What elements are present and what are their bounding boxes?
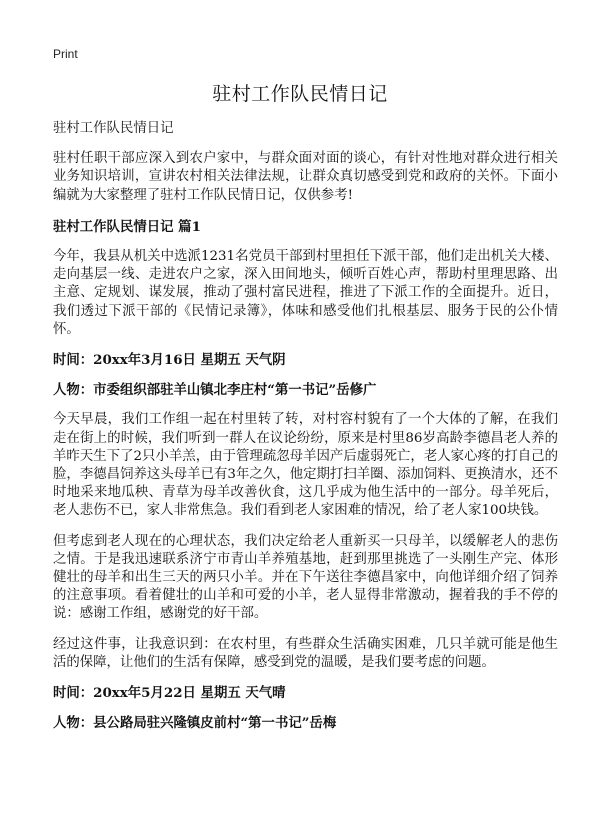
section-heading: 驻村工作队民情日记 篇1 <box>53 218 201 235</box>
article-subtitle: 驻村工作队民情日记 <box>53 121 174 136</box>
entry2-person: 人物：县公路局驻兴隆镇皮前村“第一书记”岳梅 <box>53 715 337 732</box>
entry1-person: 人物：市委组织部驻羊山镇北李庄村“第一书记”岳修广 <box>53 382 377 399</box>
intro-paragraph: 驻村任职干部应深入到农户家中，与群众面对面的谈心，有针对性地对群众进行相关业务知识培训，宣讲农村相关法律法规，让群众真切感受到党和政府的关怀。下面小编就为大家整理了驻村工作队民情日记，仅供参考! <box>53 151 558 203</box>
article-body <box>53 120 558 744</box>
print-link[interactable]: Print <box>53 47 78 61</box>
section-intro-paragraph: 今年，我县从机关中选派1231名党员干部到村里担任下派干部，他们走出机关大楼、走向基层一线、走进农户之家，深入田间地头，倾听百姓心声，帮助村里理思路、出主意、定规划、谋发展，推动了强村富民进程，推进了下派工作的全面提升。近日，我们透过下派干部的《民情记录簿》，体味和感受他们扎根基层、服务于民的公仆情怀。 <box>53 249 558 337</box>
entry1-paragraph-2: 但考虑到老人现在的心理状态，我们决定给老人重新买一只母羊，以缓解老人的悲伤之情。于是我迅速联系济宁市青山羊养殖基地，赶到那里挑选了一头刚生产完、体形健壮的母羊和出生三天的两只小羊。并在下午送往李德昌家中，向他详细介绍了饲养的注意事项。看着健壮的山羊和可爱的小羊，老人显得非常激动，握着我的手不停的说：感谢工作组，感谢党的好干部。 <box>53 533 558 622</box>
page-title: 驻村工作队民情日记 <box>212 83 388 105</box>
entry2-time: 时间：20xx年5月22日 星期五 天气晴 <box>53 685 286 702</box>
entry1-paragraph-3: 经过这件事，让我意识到：在农村里，有些群众生活确实困难，几只羊就可能是他生活的保障，让他们的生活有保障，感受到党的温暖，是我们要考虑的问题。 <box>53 636 558 670</box>
entry1-time: 时间：20xx年3月16日 星期五 天气阴 <box>53 352 286 369</box>
entry1-paragraph-1: 今天早晨，我们工作组一起在村里转了转，对村容村貌有了一个大体的了解，在我们走在街上的时候，我们听到一群人在议论纷纷，原来是村里86岁高龄李德昌老人养的羊昨天生下了2只小羊羔，由于管理疏忽母羊因产后虚弱死亡，老人家心疼的打自己的脸，李德昌饲养这头母羊已有3年之久，他定期打扫羊圈、添加饲料、更换清水，还不时地采来地瓜秧、青草为母羊改善伙食，这几乎成为他生活中的一部分。母羊死后，老人悲伤不已，家人非常焦急。我们看到老人家困难的情况，给了老人家100块钱。 <box>53 412 558 519</box>
